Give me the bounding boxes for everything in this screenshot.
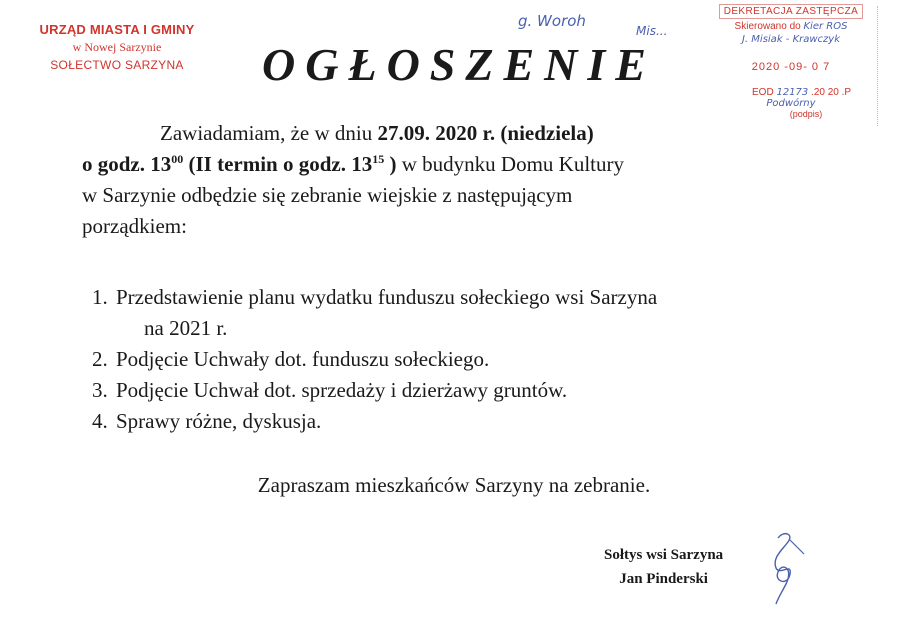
stamp-town: w Nowej Sarzynie	[72, 40, 162, 54]
agenda-number: 3.	[92, 378, 108, 402]
eod-year: .20 20	[811, 87, 839, 98]
agenda-item	[92, 375, 822, 406]
routing-value: Kier ROS	[803, 21, 848, 32]
eod-suffix: .P	[841, 87, 852, 98]
notice-line-4: porządkiem:	[82, 214, 187, 238]
stamp-office-name: URZĄD MIASTA I GMINY	[39, 22, 195, 37]
routing-label: Skierowano do	[734, 21, 801, 32]
handwritten-note: g. Woroh	[518, 12, 586, 30]
agenda-text: Podjęcie Uchwał dot. sprzedaży i dzierżawy gruntów.	[116, 378, 568, 402]
time-first: o godz. 13	[82, 152, 172, 176]
decree-routing-row	[706, 21, 876, 32]
notice-line-3: w Sarzynie odbędzie się zebranie wiejskie z następującym	[82, 183, 573, 207]
handwritten-signature-icon	[764, 528, 808, 606]
meeting-date: 27.09. 2020 r. (niedziela)	[377, 121, 594, 145]
agenda-list	[92, 282, 822, 437]
handwritten-note-secondary: Mis...	[636, 24, 668, 38]
decree-date: 2020 -09- 0 7	[751, 61, 831, 73]
stamp-village: SOŁECTWO SARZYNA	[50, 58, 184, 72]
notice-line-2	[82, 149, 812, 180]
eod-number: 12173	[776, 87, 809, 98]
meeting-venue: w budynku Domu Kultury	[396, 152, 624, 176]
time-second: (II termin o godz. 13	[183, 152, 373, 176]
time-second-minutes: 15	[372, 152, 385, 166]
agenda-number: 2.	[92, 347, 108, 371]
agenda-number: 1.	[92, 285, 108, 309]
time-first-minutes: 00	[171, 152, 184, 166]
closing-invitation: Zapraszam mieszkańców Sarzyny na zebranie.	[257, 473, 651, 497]
agenda-text: Sprawy różne, dyskusja.	[116, 409, 322, 433]
agenda-item	[92, 344, 822, 375]
notice-intro: Zawiadamiam, że w dniu	[160, 121, 378, 145]
signatory-role: Sołtys wsi Sarzyna	[604, 547, 724, 563]
meeting-time	[82, 152, 396, 176]
decree-signature: Podwórny	[766, 98, 816, 109]
page-title: OGŁOSZENIE	[262, 39, 656, 90]
agenda-text: Podjęcie Uchwały dot. funduszu sołeckiego.	[116, 347, 490, 371]
signatory-name: Jan Pinderski	[619, 571, 708, 587]
assignee-name: J. Misiak - Krawczyk	[741, 34, 841, 45]
notice-body	[82, 118, 812, 242]
eod-label: EOD	[752, 87, 774, 98]
signature-caption: (podpis)	[789, 109, 823, 119]
agenda-item	[92, 406, 822, 437]
time-second-close: )	[384, 152, 397, 176]
agenda-item	[92, 282, 822, 344]
signature-block	[604, 543, 723, 591]
agenda-text-continued: na 2021 r.	[144, 316, 228, 340]
decree-stamp-title: DEKRETACJA ZASTĘPCZA	[719, 4, 864, 19]
agenda-text: Przedstawienie planu wydatku funduszu sołeckiego wsi Sarzyna	[116, 285, 658, 309]
agenda-number: 4.	[92, 409, 108, 433]
notice-line-1	[82, 118, 812, 149]
